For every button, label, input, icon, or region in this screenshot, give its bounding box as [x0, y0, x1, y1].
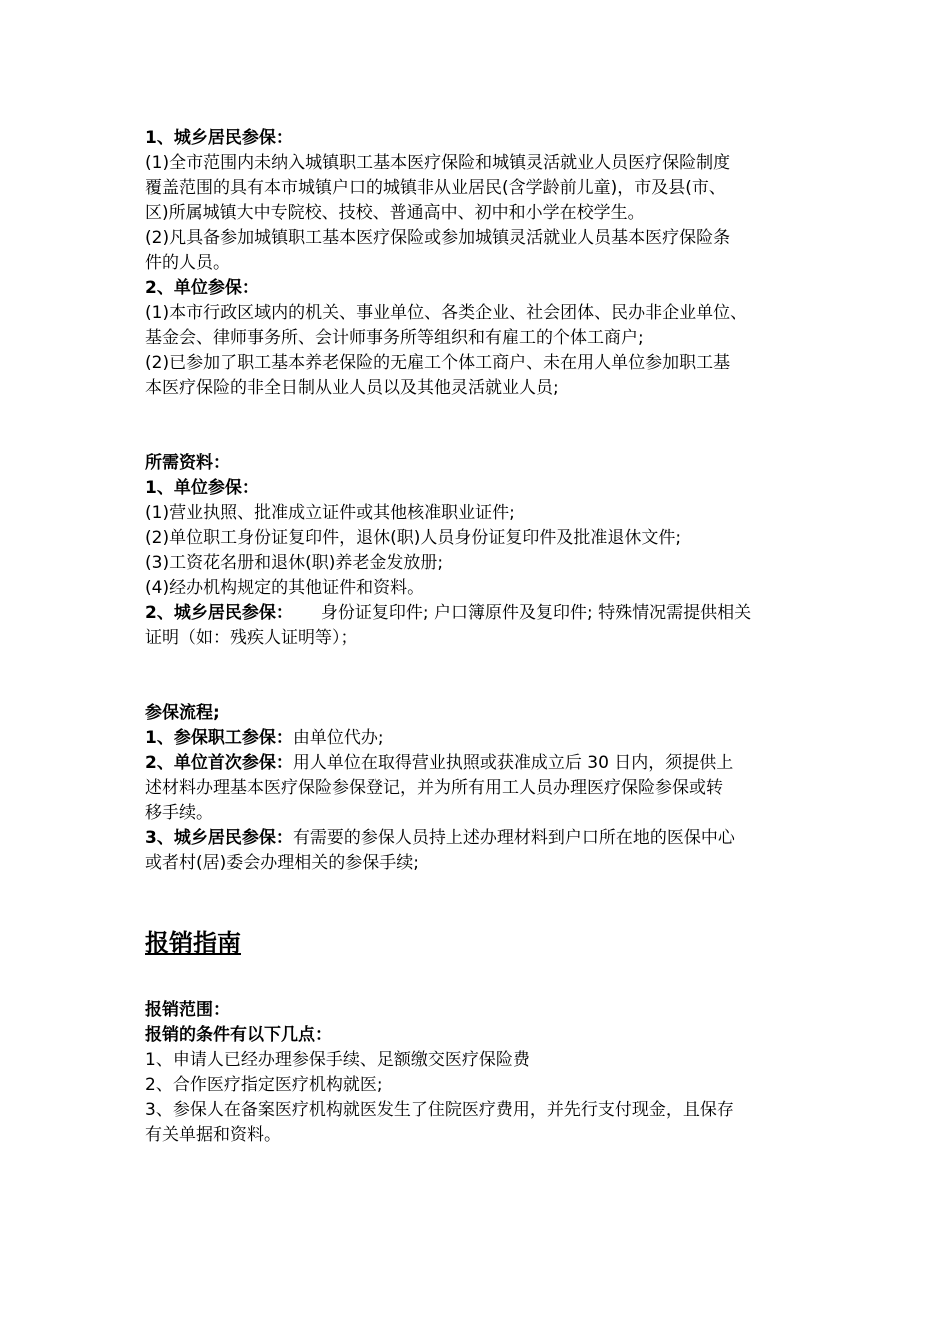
- process-text: 有需要的参保人员持上述办理材料到户口所在地的医保中心: [292, 828, 735, 848]
- paragraph-line: (2)已参加了职工基本养老保险的无雇工个体工商户、未在用人单位参加职工基: [145, 353, 731, 373]
- process-text: 用人单位在取得营业执照或获准成立后 30 日内，须提供上: [292, 753, 734, 773]
- list-item: 有关单据和资料。: [145, 1125, 281, 1145]
- paragraph-line: 区)所属城镇大中专院校、技校、普通高中、初中和小学在校学生。: [145, 203, 645, 223]
- section-title-unit: 2、单位参保：: [145, 278, 259, 298]
- paragraph-line: (2)单位职工身份证复印件，退休(职)人员身份证复印件及批准退休文件;: [145, 528, 682, 548]
- paragraph-line: (2)凡具备参加城镇职工基本医疗保险或参加城镇灵活就业人员基本医疗保险条: [145, 228, 731, 248]
- paragraph-line: 移手续。: [145, 803, 213, 823]
- paragraph-line: 件的人员。: [145, 253, 230, 273]
- list-item: 3、参保人在备案医疗机构就医发生了住院医疗费用，并先行支付现金，且保存: [145, 1100, 734, 1120]
- process-text: 由单位代办;: [292, 728, 384, 748]
- section-title-process: 参保流程;: [145, 703, 220, 723]
- paragraph-line: 本医疗保险的非全日制从业人员以及其他灵活就业人员;: [145, 378, 559, 398]
- section-title-urban-rural: 1、城乡居民参保：: [145, 128, 293, 148]
- subsection-title-unit: 1、单位参保：: [145, 478, 259, 498]
- list-item: 2、合作医疗指定医疗机构就医;: [145, 1075, 383, 1095]
- paragraph-line: [145, 826, 825, 851]
- spacer: [145, 651, 825, 701]
- document-page: [145, 126, 825, 1148]
- paragraph-line: (1)本市行政区域内的机关、事业单位、各类企业、社会团体、民办非企业单位、: [145, 303, 748, 323]
- section-title-materials: 所需资料：: [145, 453, 230, 473]
- paragraph-line: 或者村(居)委会办理相关的参保手续;: [145, 853, 419, 873]
- paragraph-line: 述材料办理基本医疗保险参保登记，并为所有用工人员办理医疗保险参保或转: [145, 778, 723, 798]
- spacer: [145, 960, 825, 998]
- spacer: [145, 401, 825, 451]
- paragraph-line: (1)营业执照、批准成立证件或其他核准职业证件;: [145, 503, 515, 523]
- paragraph-line: [145, 751, 825, 776]
- heading-reimbursement-guide: 报销指南: [145, 929, 241, 957]
- paragraph-line: 覆盖范围的具有本市城镇户口的城镇非从业居民(含学龄前儿童)，市及县(市、: [145, 178, 726, 198]
- section-title-scope: 报销范围：: [145, 1000, 230, 1020]
- process-label: 3、城乡居民参保：: [145, 828, 293, 848]
- spacer: [145, 876, 825, 926]
- subsection-text: 身份证复印件; 户口簿原件及复印件; 特殊情况需提供相关: [320, 603, 752, 623]
- paragraph-line: 基金会、律师事务所、会计师事务所等组织和有雇工的个体工商户;: [145, 328, 644, 348]
- process-label: 2、单位首次参保：: [145, 753, 293, 773]
- section-title-conditions: 报销的条件有以下几点：: [145, 1025, 332, 1045]
- paragraph-line: 证明（如：残疾人证明等）；: [145, 628, 358, 648]
- paragraph-line: (3)工资花名册和退休(职)养老金发放册;: [145, 553, 444, 573]
- paragraph-line: [145, 601, 825, 626]
- process-label: 1、参保职工参保：: [145, 728, 293, 748]
- paragraph-line: [145, 726, 825, 751]
- paragraph-line: (1)全市范围内未纳入城镇职工基本医疗保险和城镇灵活就业人员医疗保险制度: [145, 153, 731, 173]
- list-item: 1、申请人已经办理参保手续、足额缴交医疗保险费: [145, 1050, 530, 1070]
- paragraph-line: (4)经办机构规定的其他证件和资料。: [145, 578, 425, 598]
- subsection-title-urban-rural: 2、城乡居民参保：: [145, 603, 293, 623]
